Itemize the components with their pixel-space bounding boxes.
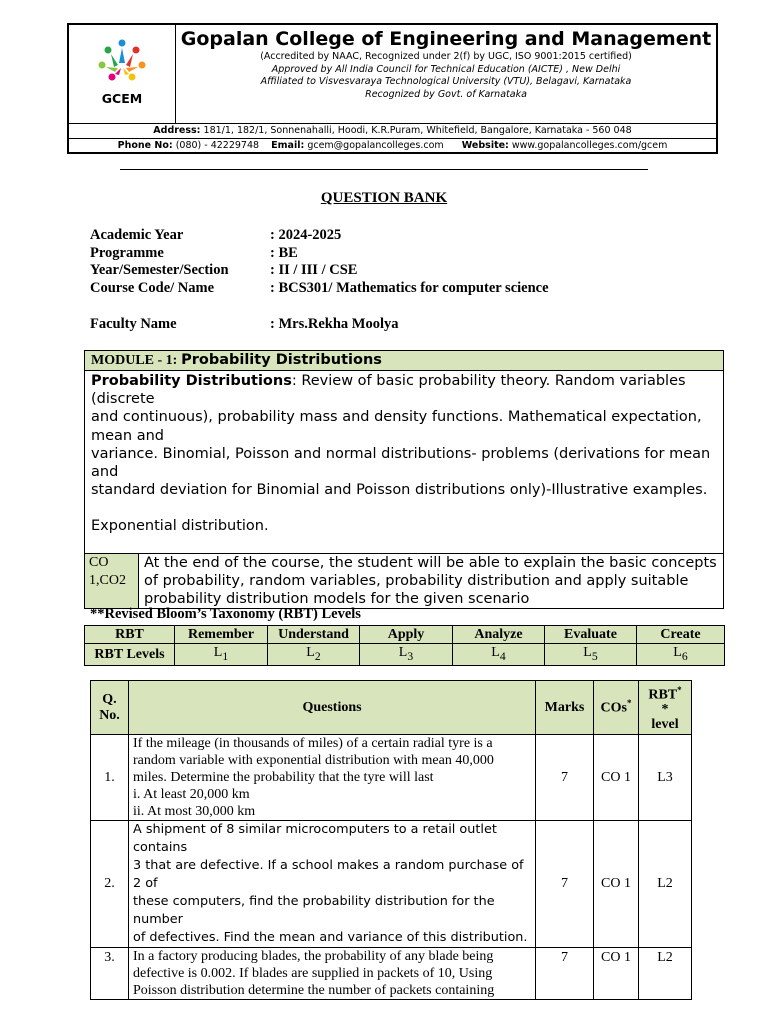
syllabus-line: Exponential distribution.: [91, 518, 269, 535]
question-text: If the mileage (in thousands of miles) of a certain radial tyre is a random variable with exponential distribution with mean 40,000 miles. Determine the probability that the tyre will last i. At least 20,000 km ii. At most 30,000 km: [129, 735, 536, 821]
question-marks: 7: [536, 821, 594, 948]
college-header: [67, 23, 718, 154]
syllabus-line: variance. Binomial, Poisson and normal distributions- problems (derivations for mean and: [91, 445, 711, 481]
rbt-level-cell: $L_6$: [637, 644, 725, 666]
rbt-header-row: [85, 626, 725, 644]
college-title-block: [176, 25, 716, 123]
meta-label: Faculty Name: [90, 316, 177, 332]
questions-header-row: [91, 681, 692, 735]
approval-text: Approved by All India Council for Technical Education (AICTE) , New Delhi: [271, 63, 621, 75]
table-row: [91, 735, 692, 821]
syllabus-topic: Probability Distributions: [91, 373, 292, 389]
rbt-level-cell: $L_4$: [453, 644, 545, 666]
address-row: [69, 124, 716, 139]
syllabus-line: [91, 499, 717, 517]
cos-header: COs*: [594, 681, 639, 735]
question-number: 3.: [91, 948, 129, 1000]
meta-label: Academic Year: [90, 227, 184, 243]
co-label: [85, 554, 139, 608]
meta-label: Programme: [90, 245, 164, 261]
question-rbt: L2: [639, 821, 692, 948]
college-name: Gopalan College of Engineering and Management: [180, 28, 712, 50]
question-rbt: L3: [639, 735, 692, 821]
meta-value: : Mrs.Rekha Moolya: [270, 316, 399, 332]
meta-label: Year/Semester/Section: [90, 262, 229, 278]
rbt-header-cell: Analyze: [453, 626, 545, 644]
co-label-line: CO: [89, 555, 109, 570]
module-table: [84, 350, 724, 609]
meta-value: : BE: [270, 245, 298, 261]
rbt-level-cell: $L_2$: [268, 644, 360, 666]
question-number: 2.: [91, 821, 129, 948]
question-marks: 7: [536, 948, 594, 1000]
question-co: CO 1: [594, 948, 639, 1000]
website-value: www.gopalancolleges.com/gcem: [511, 140, 668, 151]
questions-table: [90, 680, 692, 1000]
rbt-header-cell: Understand: [268, 626, 360, 644]
address-value: 181/1, 182/1, Sonnenahalli, Hoodi, K.R.Puram, Whitefield, Bangalore, Karnataka - 560 048: [203, 125, 632, 136]
phone-value: (080) - 42229748: [175, 140, 260, 151]
accreditation-text: (Accredited by NAAC, Recognized under 2(f) by UGC, ISO 9001:2015 certified): [260, 51, 632, 62]
question-text: In a factory producing blades, the probability of any blade being defective is 0.002. If blades are supplied in packets of 10, Using Poisson distribution determine the number of packets containing: [129, 948, 536, 1000]
marks-header: Marks: [536, 681, 594, 735]
syllabus-line: standard deviation for Binomial and Poisson distributions only)-Illustrative examples.: [91, 482, 708, 499]
module-header: [85, 351, 723, 371]
module-name: Probability Distributions: [181, 352, 382, 368]
rbt-header-cell: Remember: [175, 626, 268, 644]
table-row: [91, 948, 692, 1000]
email-label: Email:: [271, 140, 305, 151]
rbt-header-cell: Apply: [360, 626, 453, 644]
syllabus-line: [91, 372, 717, 408]
question-number: 1.: [91, 735, 129, 821]
logo-figures-icon: [69, 25, 175, 91]
qno-header: Q. No.: [91, 681, 129, 735]
table-row: [91, 821, 692, 948]
rbt-row-label: RBT Levels: [85, 644, 175, 666]
course-outcome-row: [85, 554, 723, 608]
rbt-header-cell: Create: [637, 626, 725, 644]
meta-value: : II / III / CSE: [270, 262, 358, 278]
rbt-table: [84, 625, 725, 666]
module-syllabus: [85, 371, 723, 554]
question-rbt: L2: [639, 948, 692, 1000]
question-co: CO 1: [594, 821, 639, 948]
syllabus-line: and continuous), probability mass and density functions. Mathematical expectation, mean and: [91, 409, 702, 444]
address-label: Address:: [153, 125, 201, 136]
phone-label: Phone No:: [117, 140, 173, 151]
questions-header: Questions: [129, 681, 536, 735]
logo-text: GCEM: [101, 91, 143, 106]
page-title: QUESTION BANK: [320, 190, 448, 206]
recognition-text: Recognized by Govt. of Karnataka: [365, 88, 527, 100]
meta-value: : 2024-2025: [270, 227, 342, 243]
email-value: gcem@gopalancolleges.com: [307, 140, 444, 151]
question-text: A shipment of 8 similar microcomputers to a retail outlet contains 3 that are defective. If a school makes a random purchase of 2 of these computers, find the probability distribution for the number of defectives. Find the mean and variance of this distribution.: [129, 821, 536, 948]
website-label: Website:: [461, 140, 509, 151]
rbt-level-cell: $L_3$: [360, 644, 453, 666]
college-logo: [69, 25, 176, 123]
rbt-title: **Revised Bloom’s Taxonomy (RBT) Levels: [90, 606, 361, 622]
module-label: MODULE - 1:: [91, 353, 178, 368]
rbt-header-cell: Evaluate: [545, 626, 637, 644]
co-label-line: 1,CO2: [89, 573, 126, 588]
syllabus-text: : Review of basic probability theory. Random variables (discrete: [91, 373, 686, 408]
rbt-header-cell: RBT: [85, 626, 175, 644]
contact-row: [69, 139, 716, 152]
question-marks: 7: [536, 735, 594, 821]
co-description: At the end of the course, the student will be able to explain the basic concepts of probability, random variables, probability distribution and apply suitable probability distribution models for the given scenario: [144, 555, 717, 608]
rbt-level-header: RBT* * level: [639, 681, 692, 735]
rbt-level-cell: $L_1$: [175, 644, 268, 666]
meta-value: : BCS301/ Mathematics for computer science: [270, 280, 549, 296]
affiliation-text: Affiliated to Visvesvaraya Technological University (VTU), Belagavi, Karnataka: [260, 76, 632, 87]
divider: [120, 169, 648, 170]
rbt-levels-row: [85, 644, 725, 666]
meta-label: Course Code/ Name: [90, 280, 215, 296]
header-top: [69, 25, 716, 124]
rbt-level-cell: $L_5$: [545, 644, 637, 666]
question-co: CO 1: [594, 735, 639, 821]
